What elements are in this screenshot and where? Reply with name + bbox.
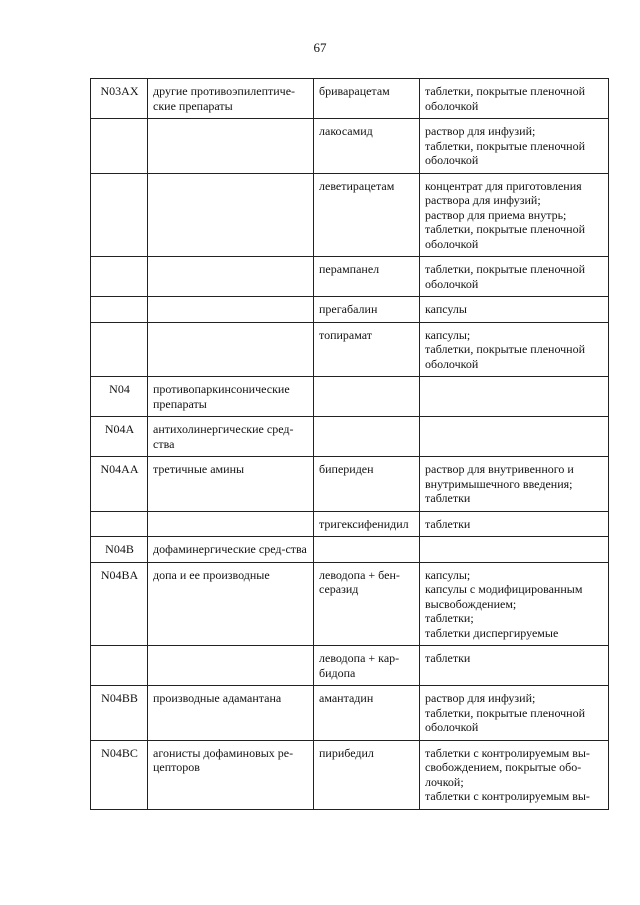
dosage-form-cell: раствор для инфузий; таблетки, покрытые пленочной оболочкой [420,686,609,741]
table-row [91,297,609,323]
group-name-cell [148,257,314,297]
dosage-form-cell: таблетки [420,511,609,537]
dosage-form-cell: капсулы; капсулы с модифицированным высвобождением; таблетки; таблетки диспергируемые [420,562,609,646]
table-row [91,740,609,809]
dosage-form-cell: капсулы [420,297,609,323]
atc-code-cell [91,119,148,174]
drug-name-cell: пирибедил [314,740,420,809]
group-name-cell [148,511,314,537]
table-row [91,646,609,686]
atc-code-cell: N04A [91,417,148,457]
atc-code-cell [91,511,148,537]
drug-name-cell: леводопа + бен-серазид [314,562,420,646]
atc-code-cell [91,257,148,297]
drug-name-cell: амантадин [314,686,420,741]
drug-name-cell: топирамат [314,322,420,377]
group-name-cell: третичные амины [148,457,314,512]
dosage-form-cell: таблетки, покрытые пленочной оболочкой [420,257,609,297]
drug-table-body [91,79,609,810]
atc-code-cell: N03AX [91,79,148,119]
group-name-cell: агонисты дофаминовых ре-цепторов [148,740,314,809]
table-row [91,79,609,119]
group-name-cell: другие противоэпилептиче-ские препараты [148,79,314,119]
group-name-cell: производные адамантана [148,686,314,741]
drug-name-cell: прегабалин [314,297,420,323]
atc-code-cell [91,173,148,257]
atc-code-cell: N04B [91,537,148,563]
group-name-cell [148,646,314,686]
table-row [91,417,609,457]
group-name-cell: допа и ее производные [148,562,314,646]
atc-code-cell: N04BB [91,686,148,741]
drug-name-cell: перампанел [314,257,420,297]
table-row [91,511,609,537]
group-name-cell: противопаркинсонические препараты [148,377,314,417]
drug-name-cell [314,417,420,457]
atc-code-cell [91,322,148,377]
group-name-cell [148,297,314,323]
group-name-cell [148,322,314,377]
drug-name-cell [314,537,420,563]
atc-code-cell: N04BA [91,562,148,646]
drug-name-cell: леветирацетам [314,173,420,257]
table-row [91,686,609,741]
dosage-form-cell: раствор для внутривенного и внутримышечного введения; таблетки [420,457,609,512]
atc-code-cell: N04AA [91,457,148,512]
drug-name-cell: бриварацетам [314,79,420,119]
table-row [91,257,609,297]
drug-name-cell [314,377,420,417]
dosage-form-cell [420,377,609,417]
dosage-form-cell [420,417,609,457]
table-row [91,537,609,563]
drug-name-cell: тригексифенидил [314,511,420,537]
drug-name-cell: леводопа + кар-бидопа [314,646,420,686]
table-row [91,457,609,512]
table-row [91,119,609,174]
drug-table [90,78,609,810]
table-row [91,173,609,257]
dosage-form-cell: капсулы; таблетки, покрытые пленочной оболочкой [420,322,609,377]
dosage-form-cell: концентрат для приготовления раствора для инфузий; раствор для приема внутрь; таблетки, покрытые пленочной оболочкой [420,173,609,257]
atc-code-cell [91,646,148,686]
group-name-cell [148,119,314,174]
group-name-cell [148,173,314,257]
dosage-form-cell: раствор для инфузий; таблетки, покрытые пленочной оболочкой [420,119,609,174]
table-row [91,322,609,377]
drug-name-cell: бипериден [314,457,420,512]
dosage-form-cell [420,537,609,563]
atc-code-cell [91,297,148,323]
table-row [91,377,609,417]
table-row [91,562,609,646]
dosage-form-cell: таблетки, покрытые пленочной оболочкой [420,79,609,119]
atc-code-cell: N04 [91,377,148,417]
page-number: 67 [313,40,327,55]
drug-name-cell: лакосамид [314,119,420,174]
group-name-cell: дофаминергические сред-ства [148,537,314,563]
dosage-form-cell: таблетки [420,646,609,686]
dosage-form-cell: таблетки с контролируемым вы-свобождением, покрытые обо-лочкой; таблетки с контролируемым вы- [420,740,609,809]
group-name-cell: антихолинергические сред-ства [148,417,314,457]
atc-code-cell: N04BC [91,740,148,809]
